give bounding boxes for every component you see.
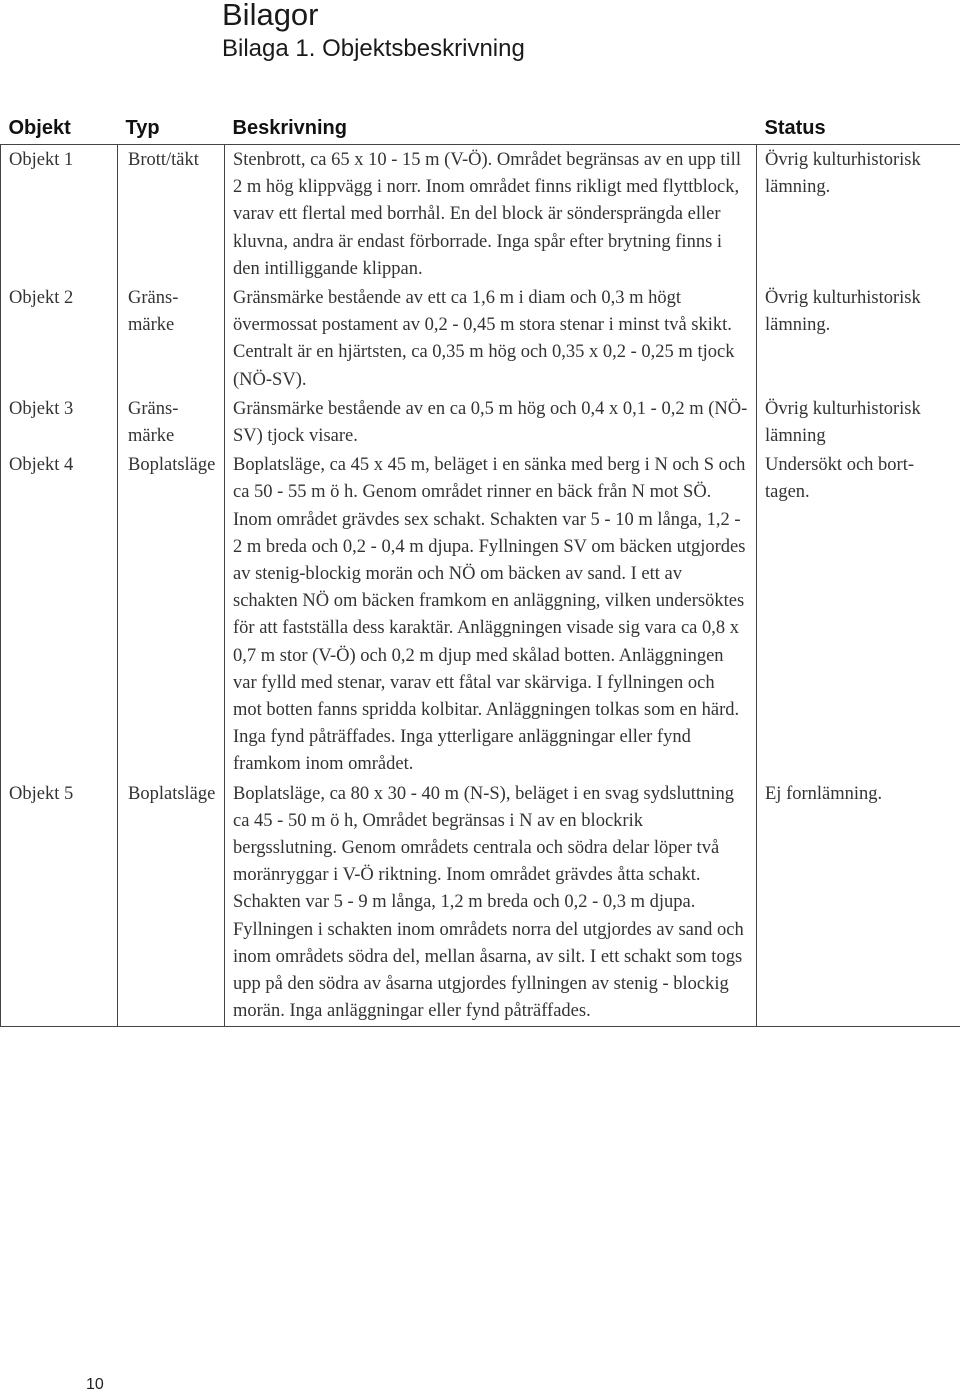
cell-status: Övrig kulturhistorisk lämning. (757, 145, 960, 284)
cell-status: Övrig kulturhistorisk lämning (757, 394, 960, 450)
cell-beskrivning: Boplatsläge, ca 45 x 45 m, beläget i en sänka med berg i N och S och ca 50 - 55 m ö h. Genom området rinner en bäck från N mot SÖ. Inom området grävdes sex schakt. Schakten var 5 - 10 m långa, 1,2 - 2 m breda och 0,2 - 0,4 m djupa. Fyllningen SV om bäcken utgjordes av stenig-blockig morän och NÖ om bäcken av sand. I ett av schakten NÖ om bäcken framkom en anläggning, vilken undersöktes för att fastställa dess karaktär. Anläggningen visade sig vara ca 0,8 x 0,7 m stor (V-Ö) och 0,2 m djup med skålad botten. Anläggningen var fylld med stenar, varav ett fåtal var skärviga. I fyllningen och mot botten fanns spridda kolbitar. Anläggningen tolkas som en härd. Inga fynd påträffades. Inga ytterligare anläggningar eller fynd framkom inom området. (225, 450, 757, 778)
cell-status: Undersökt och borttagen. (757, 450, 960, 778)
object-description-table (0, 112, 960, 1027)
cell-typ: Boplatsläge (118, 450, 225, 778)
cell-status: Övrig kulturhistorisk lämning. (757, 283, 960, 394)
page-heading: Bilagor (222, 0, 319, 32)
appendix-title: Bilaga 1. Objektsbeskrivning (222, 35, 525, 62)
table-row (1, 779, 960, 1026)
header-typ: Typ (118, 112, 225, 145)
cell-objekt: Objekt 5 (1, 779, 118, 1026)
cell-beskrivning: Gränsmärke bestående av ett ca 1,6 m i diam och 0,3 m högt övermossat postament av 0,2 - 0,45 m stora stenar i minst två skikt. Centralt är en hjärtsten, ca 0,35 m hög och 0,35 x 0,2 - 0,25 m tjock (NÖ-SV). (225, 283, 757, 394)
cell-beskrivning: Gränsmärke bestående av en ca 0,5 m hög och 0,4 x 0,1 - 0,2 m (NÖ-SV) tjock visare. (225, 394, 757, 450)
cell-objekt: Objekt 4 (1, 450, 118, 778)
table-row (1, 283, 960, 394)
cell-beskrivning: Stenbrott, ca 65 x 10 - 15 m (V-Ö). Området begränsas av en upp till 2 m hög klippvägg i norr. Inom området finns rikligt med flyttblock, varav ett flertal med borrhål. En del block är söndersprängda eller kluvna, andra är endast förborrade. Inga spår efter brytning finns i den intilliggande klippan. (225, 145, 757, 284)
cell-typ: Boplatsläge (118, 779, 225, 1026)
cell-objekt: Objekt 3 (1, 394, 118, 450)
table-row (1, 145, 960, 284)
cell-status: Ej fornlämning. (757, 779, 960, 1026)
header-objekt: Objekt (1, 112, 118, 145)
table-row (1, 394, 960, 450)
cell-typ: Gränsmärke (118, 283, 225, 394)
table-header-row (1, 112, 960, 145)
table-row (1, 450, 960, 778)
cell-beskrivning: Boplatsläge, ca 80 x 30 - 40 m (N-S), beläget i en svag sydsluttning ca 45 - 50 m ö h, Området begränsas i N av en blockrik bergsslutning. Genom områdets centrala och södra delar löper två moränryggar i V-Ö riktning. Inom området grävdes åtta schakt. Schakten var 5 - 9 m långa, 1,2 m breda och 0,2 - 0,3 m djupa. Fyllningen i schakten inom områdets norra del utgjordes av sand och inom områdets södra del, mellan åsarna, av silt. I ett schakt som togs upp på den södra av åsarna utgjordes fyllningen av stenig - blockig morän. Inga anläggningar eller fynd påträffades. (225, 779, 757, 1026)
header-status: Status (757, 112, 960, 145)
cell-typ: Gränsmärke (118, 394, 225, 450)
header-beskrivning: Beskrivning (225, 112, 757, 145)
cell-typ: Brott/täkt (118, 145, 225, 284)
cell-objekt: Objekt 1 (1, 145, 118, 284)
cell-objekt: Objekt 2 (1, 283, 118, 394)
page-number: 10 (86, 1376, 104, 1393)
